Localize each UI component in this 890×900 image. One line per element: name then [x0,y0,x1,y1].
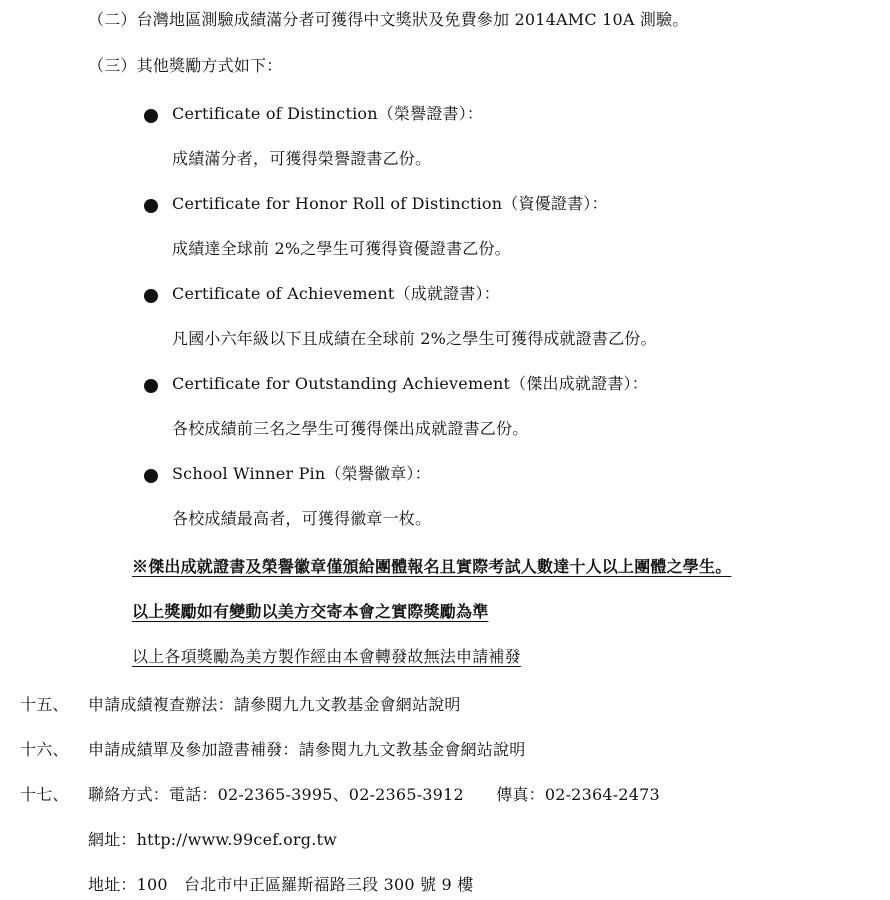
section-number-17: 十七、 [20,785,69,804]
section-text-16: 申請成績單及參加證書補發：請參閱九九文教基金會網站說明 [88,740,526,759]
intro-item-2: （二）台灣地區測驗成績滿分者可獲得中文獎狀及免費參加 2014AMC 10A 測驗。 [88,10,689,29]
contact-address: 地址：100 台北市中正區羅斯福路三段 300 號 9 樓 [88,875,474,894]
award-note-change: 以上獎勵如有變動以美方交寄本會之實際獎勵為準 [132,602,489,621]
award-title-achievement: Certificate of Achievement（成就證書）： [172,284,500,303]
bullet-icon [144,109,158,123]
award-title-winner-pin: School Winner Pin（榮譽徽章）： [172,464,431,483]
section-text-17: 聯絡方式：電話：02-2365-3995、02-2365-3912 傳真：02-2364-2473 [88,785,660,804]
award-note-reissue: 以上各項獎勵為美方製作經由本會轉發故無法申請補發 [132,647,521,666]
bullet-icon [144,289,158,303]
award-description-winner-pin: 各校成績最高者，可獲得徽章一枚。 [172,509,432,528]
award-note-eligibility: ※傑出成就證書及榮譽徽章僅頒給團體報名且實際考試人數達十人以上團體之學生。 [132,557,732,576]
section-number-15: 十五、 [20,695,69,714]
bullet-icon [144,199,158,213]
award-description-achievement: 凡國小六年級以下且成績在全球前 2%之學生可獲得成就證書乙份。 [172,329,657,348]
intro-item-3: （三）其他獎勵方式如下： [88,56,283,75]
award-description-distinction: 成績滿分者，可獲得榮譽證書乙份。 [172,149,432,168]
award-title-distinction: Certificate of Distinction（榮譽證書）： [172,104,484,123]
contact-website: 網址：http://www.99cef.org.tw [88,830,338,849]
award-description-outstanding: 各校成績前三名之學生可獲得傑出成就證書乙份。 [172,419,529,438]
section-number-16: 十六、 [20,740,69,759]
bullet-icon [144,469,158,483]
section-text-15: 申請成績複查辦法：請參閱九九文教基金會網站說明 [88,695,461,714]
award-title-honor-roll: Certificate for Honor Roll of Distinction（資優證書）： [172,194,608,213]
award-description-honor-roll: 成績達全球前 2%之學生可獲得資優證書乙份。 [172,239,511,258]
award-title-outstanding: Certificate for Outstanding Achievement（傑出成就證書）： [172,374,648,393]
bullet-icon [144,379,158,393]
